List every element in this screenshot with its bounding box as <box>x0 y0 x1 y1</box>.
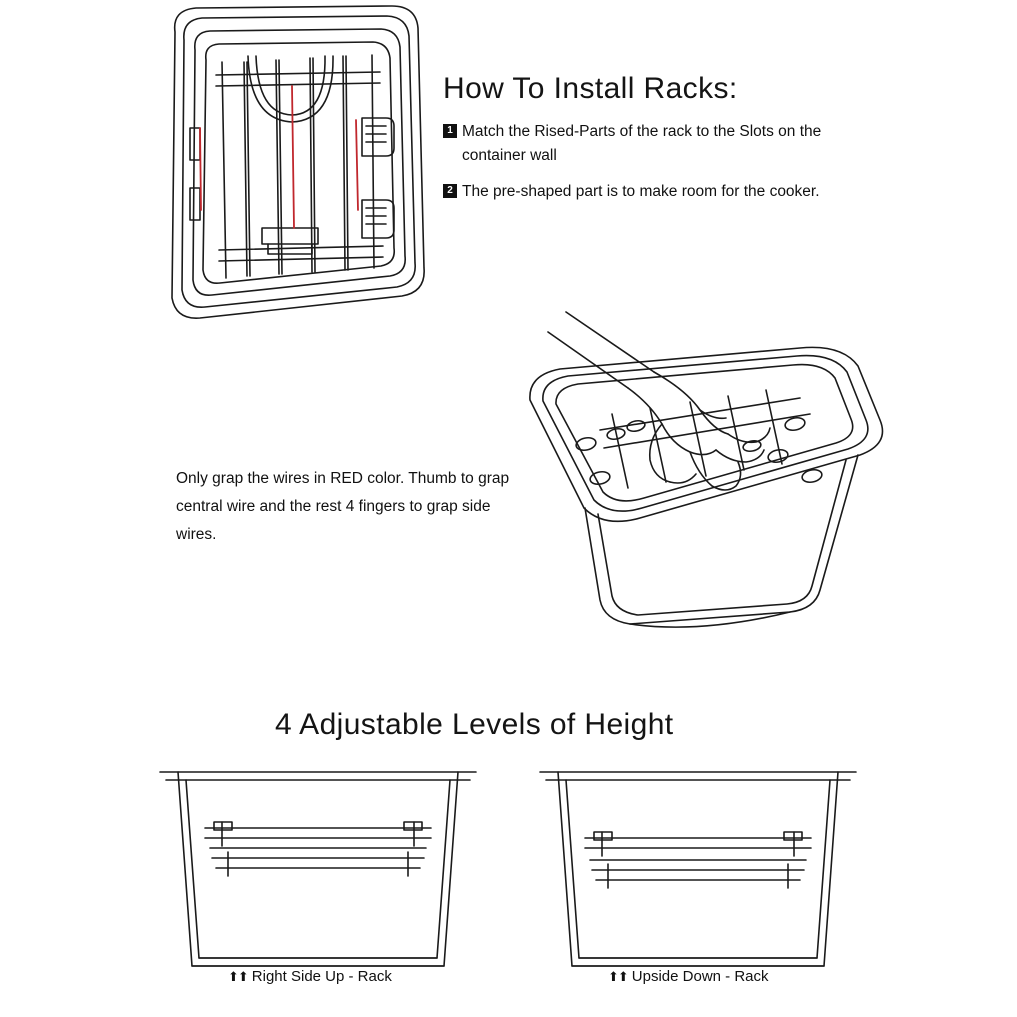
up-arrows-icon: ⬆⬆ <box>608 968 628 984</box>
caption-label: Right Side Up - Rack <box>251 968 392 985</box>
install-step-2 <box>443 180 873 204</box>
step-text: Match the Rised-Parts of the rack to the Slots on the container wall <box>462 123 822 165</box>
install-step-1 <box>443 120 873 168</box>
caption-label: Upside Down - Rack <box>631 968 769 985</box>
top-view-container-with-rack <box>172 6 424 318</box>
step-number-badge: 2 <box>443 184 457 198</box>
hand-grabbing-rack-in-container <box>530 312 883 627</box>
red-wire-note: Only grap the wires in RED color. Thumb to grap central wire and the rest 4 fingers to grap side wires. <box>176 470 510 543</box>
caption-upside-down <box>608 968 769 985</box>
install-section-heading: How To Install Racks: <box>443 72 738 105</box>
step-number-badge: 1 <box>443 124 457 138</box>
step-text: The pre-shaped part is to make room for the cooker. <box>462 183 820 200</box>
levels-section-heading: 4 Adjustable Levels of Height <box>275 708 674 741</box>
caption-right-side-up <box>228 968 392 985</box>
up-arrows-icon: ⬆⬆ <box>228 968 248 984</box>
side-view-right-side-up-container <box>160 772 476 966</box>
side-view-upside-down-container <box>540 772 856 966</box>
